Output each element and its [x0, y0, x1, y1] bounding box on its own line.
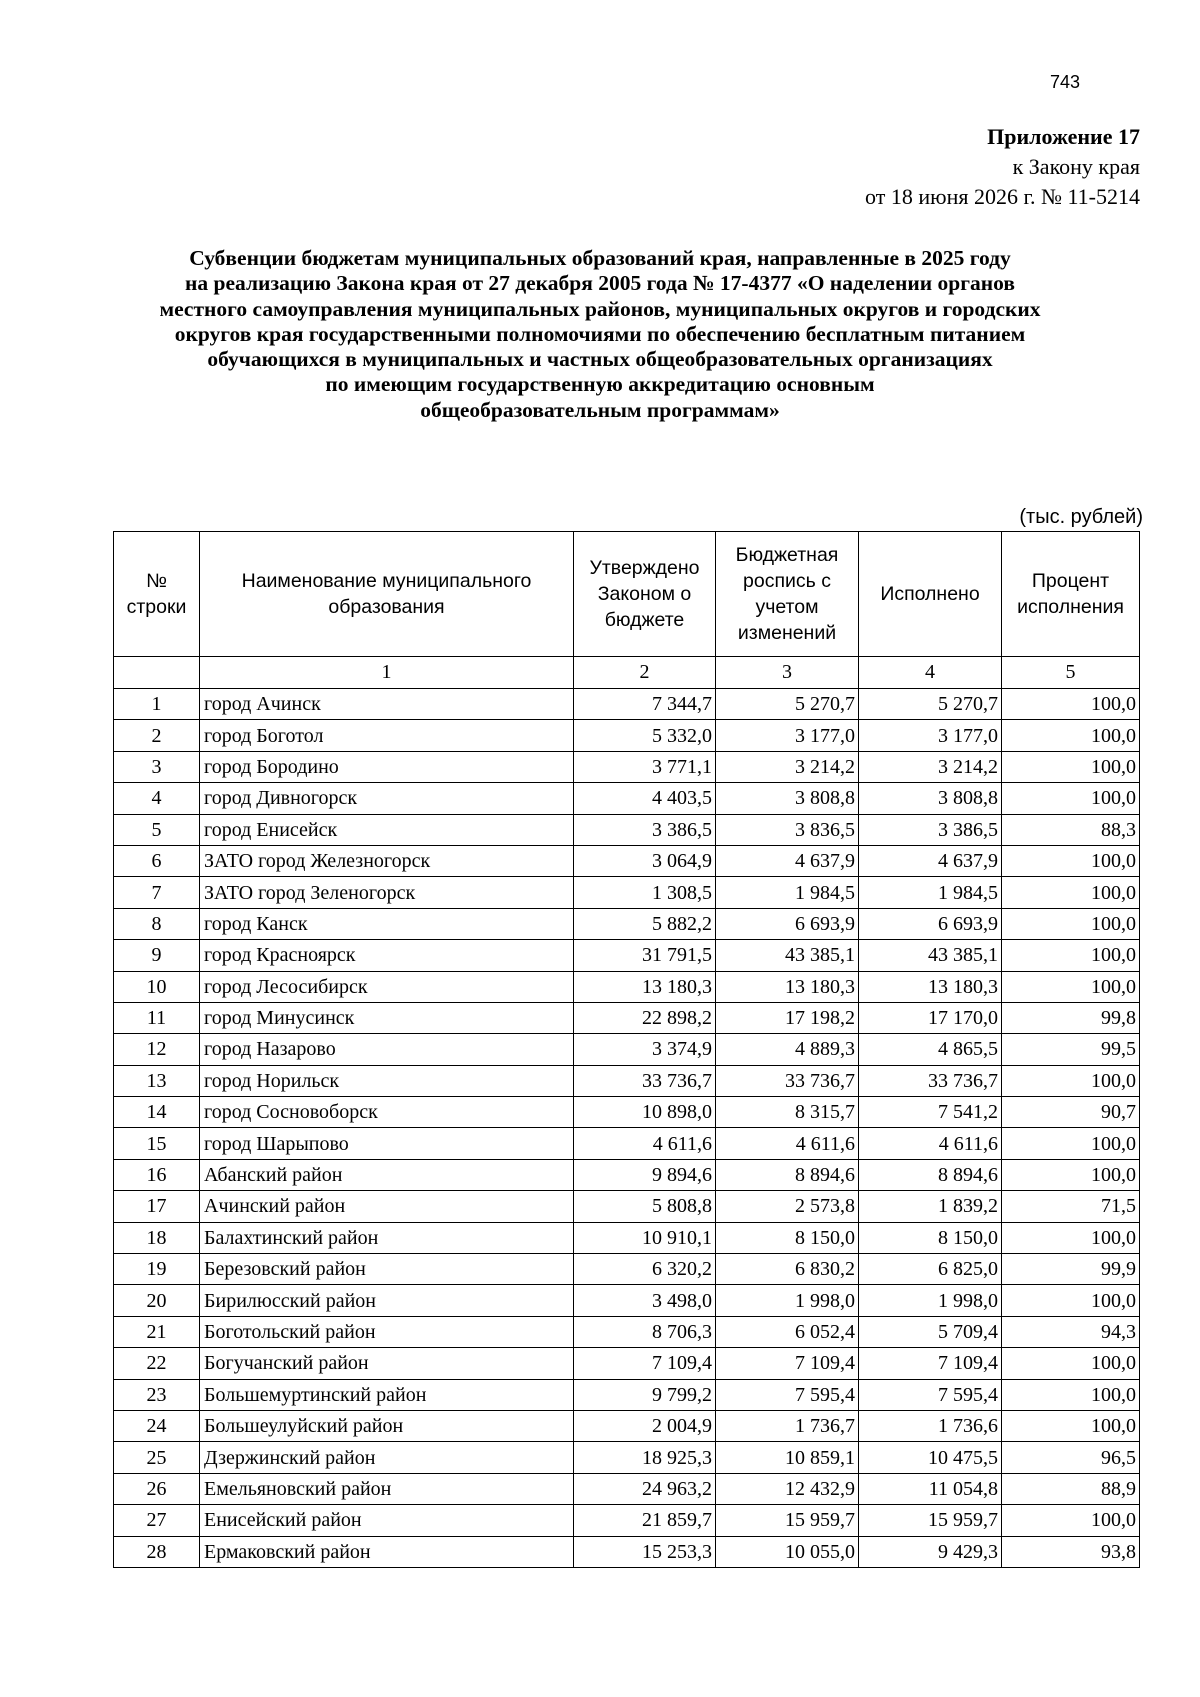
municipality-name-cell: Ермаковский район — [200, 1536, 574, 1567]
municipality-name-cell: ЗАТО город Железногорск — [200, 845, 574, 876]
budget-cell: 6 693,9 — [716, 908, 859, 939]
executed-cell: 3 386,5 — [859, 814, 1002, 845]
row-number-cell: 20 — [114, 1285, 200, 1316]
table-row — [114, 1316, 1140, 1347]
approved-cell: 3 374,9 — [574, 1034, 716, 1065]
row-number-cell: 8 — [114, 908, 200, 939]
executed-cell: 3 177,0 — [859, 720, 1002, 751]
row-number-cell: 18 — [114, 1222, 200, 1253]
header-row-number: № строки — [114, 532, 200, 657]
column-number — [114, 657, 200, 689]
column-number: 5 — [1002, 657, 1140, 689]
row-number-cell: 28 — [114, 1536, 200, 1567]
executed-cell: 6 825,0 — [859, 1254, 1002, 1285]
executed-cell: 10 475,5 — [859, 1442, 1002, 1473]
budget-cell: 7 109,4 — [716, 1348, 859, 1379]
document-title-line: по имеющим государственную аккредитацию основным — [325, 372, 875, 397]
appendix-date-number: от 18 июня 2026 г. № 11-5214 — [865, 184, 1140, 209]
budget-cell: 4 889,3 — [716, 1034, 859, 1065]
budget-cell: 1 984,5 — [716, 877, 859, 908]
executed-cell: 4 637,9 — [859, 845, 1002, 876]
subventions-table — [113, 531, 1140, 1568]
approved-cell: 2 004,9 — [574, 1410, 716, 1441]
municipality-name-cell: город Енисейск — [200, 814, 574, 845]
budget-cell: 6 830,2 — [716, 1254, 859, 1285]
executed-cell: 3 808,8 — [859, 783, 1002, 814]
row-number-cell: 6 — [114, 845, 200, 876]
approved-cell: 8 706,3 — [574, 1316, 716, 1347]
row-number-cell: 10 — [114, 971, 200, 1002]
municipality-name-cell: город Канск — [200, 908, 574, 939]
row-number-cell: 19 — [114, 1254, 200, 1285]
column-number: 4 — [859, 657, 1002, 689]
percent-cell: 100,0 — [1002, 1379, 1140, 1410]
municipality-name-cell: Богучанский район — [200, 1348, 574, 1379]
approved-cell: 4 611,6 — [574, 1128, 716, 1159]
approved-cell: 3 498,0 — [574, 1285, 716, 1316]
page-number: 743 — [1050, 72, 1081, 92]
row-number-cell: 3 — [114, 751, 200, 782]
approved-cell: 1 308,5 — [574, 877, 716, 908]
table-row — [114, 1222, 1140, 1253]
percent-cell: 100,0 — [1002, 1159, 1140, 1190]
table-row — [114, 1191, 1140, 1222]
approved-cell: 13 180,3 — [574, 971, 716, 1002]
approved-cell: 5 808,8 — [574, 1191, 716, 1222]
table-row — [114, 1159, 1140, 1190]
municipality-name-cell: Большеулуйский район — [200, 1410, 574, 1441]
executed-cell: 7 541,2 — [859, 1097, 1002, 1128]
budget-cell: 3 836,5 — [716, 814, 859, 845]
budget-cell: 15 959,7 — [716, 1505, 859, 1536]
municipality-name-cell: город Ачинск — [200, 689, 574, 720]
budget-cell: 17 198,2 — [716, 1002, 859, 1033]
approved-cell: 7 344,7 — [574, 689, 716, 720]
percent-cell: 100,0 — [1002, 845, 1140, 876]
approved-cell: 15 253,3 — [574, 1536, 716, 1567]
row-number-cell: 24 — [114, 1410, 200, 1441]
percent-cell: 100,0 — [1002, 940, 1140, 971]
header-municipality-name: Наименование муниципального образования — [200, 532, 574, 657]
municipality-name-cell: Енисейский район — [200, 1505, 574, 1536]
document-title-line: округов края государственными полномочиями по обеспечению бесплатным питанием — [174, 321, 1026, 346]
percent-cell: 99,5 — [1002, 1034, 1140, 1065]
municipality-name-cell: город Лесосибирск — [200, 971, 574, 1002]
budget-cell: 5 270,7 — [716, 689, 859, 720]
budget-cell: 2 573,8 — [716, 1191, 859, 1222]
table-row — [114, 845, 1140, 876]
row-number-cell: 4 — [114, 783, 200, 814]
row-number-cell: 13 — [114, 1065, 200, 1096]
table-row — [114, 1536, 1140, 1567]
executed-cell: 1 839,2 — [859, 1191, 1002, 1222]
municipality-name-cell: город Минусинск — [200, 1002, 574, 1033]
percent-cell: 71,5 — [1002, 1191, 1140, 1222]
municipality-name-cell: город Бородино — [200, 751, 574, 782]
percent-cell: 94,3 — [1002, 1316, 1140, 1347]
executed-cell: 11 054,8 — [859, 1473, 1002, 1504]
approved-cell: 3 386,5 — [574, 814, 716, 845]
table-row — [114, 940, 1140, 971]
executed-cell: 1 984,5 — [859, 877, 1002, 908]
approved-cell: 3 064,9 — [574, 845, 716, 876]
appendix-block — [865, 122, 1140, 212]
table-row — [114, 971, 1140, 1002]
percent-cell: 100,0 — [1002, 877, 1140, 908]
budget-cell: 1 736,7 — [716, 1410, 859, 1441]
document-title-line: местного самоуправления муниципальных районов, муниципальных округов и городских — [159, 296, 1041, 321]
table-row — [114, 1348, 1140, 1379]
municipality-name-cell: Большемуртинский район — [200, 1379, 574, 1410]
percent-cell: 88,3 — [1002, 814, 1140, 845]
table-row — [114, 1034, 1140, 1065]
table-header-row — [114, 532, 1140, 657]
header-executed: Исполнено — [859, 532, 1002, 657]
executed-cell: 3 214,2 — [859, 751, 1002, 782]
approved-cell: 4 403,5 — [574, 783, 716, 814]
executed-cell: 5 709,4 — [859, 1316, 1002, 1347]
approved-cell: 21 859,7 — [574, 1505, 716, 1536]
approved-cell: 33 736,7 — [574, 1065, 716, 1096]
executed-cell: 5 270,7 — [859, 689, 1002, 720]
percent-cell: 93,8 — [1002, 1536, 1140, 1567]
row-number-cell: 27 — [114, 1505, 200, 1536]
row-number-cell: 17 — [114, 1191, 200, 1222]
row-number-cell: 15 — [114, 1128, 200, 1159]
executed-cell: 4 865,5 — [859, 1034, 1002, 1065]
table-row — [114, 783, 1140, 814]
header-budget-schedule: Бюджетная роспись с учетом изменений — [716, 532, 859, 657]
header-execution-percent: Процент исполнения — [1002, 532, 1140, 657]
table-row — [114, 908, 1140, 939]
document-title-line: общеобразовательным программам» — [420, 397, 780, 422]
row-number-cell: 23 — [114, 1379, 200, 1410]
budget-cell: 13 180,3 — [716, 971, 859, 1002]
units-label: (тыс. рублей) — [1019, 506, 1143, 528]
row-number-cell: 21 — [114, 1316, 200, 1347]
document-title-line: Субвенции бюджетам муниципальных образований края, направленные в 2025 году — [189, 246, 1011, 270]
executed-cell: 33 736,7 — [859, 1065, 1002, 1096]
row-number-cell: 14 — [114, 1097, 200, 1128]
table-row — [114, 1285, 1140, 1316]
row-number-cell: 22 — [114, 1348, 200, 1379]
percent-cell: 88,9 — [1002, 1473, 1140, 1504]
document-title-line: на реализацию Закона края от 27 декабря 2005 года № 17-4377 «О наделении органов — [185, 271, 1015, 296]
percent-cell: 100,0 — [1002, 1505, 1140, 1536]
approved-cell: 24 963,2 — [574, 1473, 716, 1504]
percent-cell: 100,0 — [1002, 751, 1140, 782]
approved-cell: 5 332,0 — [574, 720, 716, 751]
appendix-title: Приложение 17 — [987, 124, 1140, 149]
percent-cell: 99,9 — [1002, 1254, 1140, 1285]
approved-cell: 18 925,3 — [574, 1442, 716, 1473]
row-number-cell: 26 — [114, 1473, 200, 1504]
approved-cell: 9 894,6 — [574, 1159, 716, 1190]
municipality-name-cell: город Дивногорск — [200, 783, 574, 814]
executed-cell: 15 959,7 — [859, 1505, 1002, 1536]
budget-cell: 4 637,9 — [716, 845, 859, 876]
table-row — [114, 1002, 1140, 1033]
header-approved-by-law: Утверждено Законом о бюджете — [574, 532, 716, 657]
approved-cell: 7 109,4 — [574, 1348, 716, 1379]
municipality-name-cell: город Норильск — [200, 1065, 574, 1096]
table-row — [114, 1097, 1140, 1128]
row-number-cell: 2 — [114, 720, 200, 751]
approved-cell: 22 898,2 — [574, 1002, 716, 1033]
executed-cell: 8 150,0 — [859, 1222, 1002, 1253]
municipality-name-cell: город Шарыпово — [200, 1128, 574, 1159]
executed-cell: 7 109,4 — [859, 1348, 1002, 1379]
budget-cell: 6 052,4 — [716, 1316, 859, 1347]
table-row — [114, 1379, 1140, 1410]
budget-cell: 33 736,7 — [716, 1065, 859, 1096]
table-row — [114, 1254, 1140, 1285]
executed-cell: 17 170,0 — [859, 1002, 1002, 1033]
executed-cell: 1 998,0 — [859, 1285, 1002, 1316]
percent-cell: 100,0 — [1002, 971, 1140, 1002]
column-number: 2 — [574, 657, 716, 689]
budget-cell: 4 611,6 — [716, 1128, 859, 1159]
row-number-cell: 12 — [114, 1034, 200, 1065]
row-number-cell: 7 — [114, 877, 200, 908]
executed-cell: 4 611,6 — [859, 1128, 1002, 1159]
budget-cell: 7 595,4 — [716, 1379, 859, 1410]
row-number-cell: 5 — [114, 814, 200, 845]
appendix-law-ref: к Закону края — [1012, 154, 1140, 179]
table-row — [114, 877, 1140, 908]
budget-cell: 8 894,6 — [716, 1159, 859, 1190]
percent-cell: 100,0 — [1002, 1222, 1140, 1253]
row-number-cell: 25 — [114, 1442, 200, 1473]
percent-cell: 90,7 — [1002, 1097, 1140, 1128]
municipality-name-cell: ЗАТО город Зеленогорск — [200, 877, 574, 908]
approved-cell: 10 898,0 — [574, 1097, 716, 1128]
row-number-cell: 9 — [114, 940, 200, 971]
budget-cell: 3 214,2 — [716, 751, 859, 782]
executed-cell: 13 180,3 — [859, 971, 1002, 1002]
executed-cell: 43 385,1 — [859, 940, 1002, 971]
municipality-name-cell: город Назарово — [200, 1034, 574, 1065]
approved-cell: 10 910,1 — [574, 1222, 716, 1253]
percent-cell: 99,8 — [1002, 1002, 1140, 1033]
table-row — [114, 689, 1140, 720]
municipality-name-cell: город Боготол — [200, 720, 574, 751]
municipality-name-cell: Ачинский район — [200, 1191, 574, 1222]
executed-cell: 9 429,3 — [859, 1536, 1002, 1567]
row-number-cell: 11 — [114, 1002, 200, 1033]
table-row — [114, 1410, 1140, 1441]
row-number-cell: 1 — [114, 689, 200, 720]
approved-cell: 6 320,2 — [574, 1254, 716, 1285]
municipality-name-cell: Емельяновский район — [200, 1473, 574, 1504]
approved-cell: 9 799,2 — [574, 1379, 716, 1410]
approved-cell: 3 771,1 — [574, 751, 716, 782]
executed-cell: 1 736,6 — [859, 1410, 1002, 1441]
percent-cell: 100,0 — [1002, 689, 1140, 720]
percent-cell: 100,0 — [1002, 720, 1140, 751]
municipality-name-cell: Абанский район — [200, 1159, 574, 1190]
budget-cell: 3 177,0 — [716, 720, 859, 751]
budget-cell: 10 859,1 — [716, 1442, 859, 1473]
approved-cell: 5 882,2 — [574, 908, 716, 939]
column-number: 1 — [200, 657, 574, 689]
municipality-name-cell: Березовский район — [200, 1254, 574, 1285]
municipality-name-cell: город Красноярск — [200, 940, 574, 971]
row-number-cell: 16 — [114, 1159, 200, 1190]
table-row — [114, 1473, 1140, 1504]
budget-cell: 3 808,8 — [716, 783, 859, 814]
budget-cell: 8 150,0 — [716, 1222, 859, 1253]
budget-cell: 1 998,0 — [716, 1285, 859, 1316]
municipality-name-cell: Дзержинский район — [200, 1442, 574, 1473]
municipality-name-cell: Бирилюсский район — [200, 1285, 574, 1316]
budget-cell: 8 315,7 — [716, 1097, 859, 1128]
table-row — [114, 1442, 1140, 1473]
budget-cell: 12 432,9 — [716, 1473, 859, 1504]
executed-cell: 6 693,9 — [859, 908, 1002, 939]
document-title — [100, 246, 1100, 423]
percent-cell: 100,0 — [1002, 1285, 1140, 1316]
executed-cell: 7 595,4 — [859, 1379, 1002, 1410]
budget-cell: 10 055,0 — [716, 1536, 859, 1567]
table-row — [114, 1065, 1140, 1096]
percent-cell: 96,5 — [1002, 1442, 1140, 1473]
municipality-name-cell: город Сосновоборск — [200, 1097, 574, 1128]
percent-cell: 100,0 — [1002, 1410, 1140, 1441]
column-numbers-row — [114, 657, 1140, 689]
table-row — [114, 1128, 1140, 1159]
percent-cell: 100,0 — [1002, 1128, 1140, 1159]
percent-cell: 100,0 — [1002, 908, 1140, 939]
percent-cell: 100,0 — [1002, 1348, 1140, 1379]
budget-cell: 43 385,1 — [716, 940, 859, 971]
percent-cell: 100,0 — [1002, 1065, 1140, 1096]
approved-cell: 31 791,5 — [574, 940, 716, 971]
table-row — [114, 751, 1140, 782]
executed-cell: 8 894,6 — [859, 1159, 1002, 1190]
municipality-name-cell: Боготольский район — [200, 1316, 574, 1347]
column-number: 3 — [716, 657, 859, 689]
document-title-line: обучающихся в муниципальных и частных общеобразовательных организациях — [207, 347, 993, 372]
municipality-name-cell: Балахтинский район — [200, 1222, 574, 1253]
table-row — [114, 814, 1140, 845]
table-row — [114, 1505, 1140, 1536]
percent-cell: 100,0 — [1002, 783, 1140, 814]
table-row — [114, 720, 1140, 751]
